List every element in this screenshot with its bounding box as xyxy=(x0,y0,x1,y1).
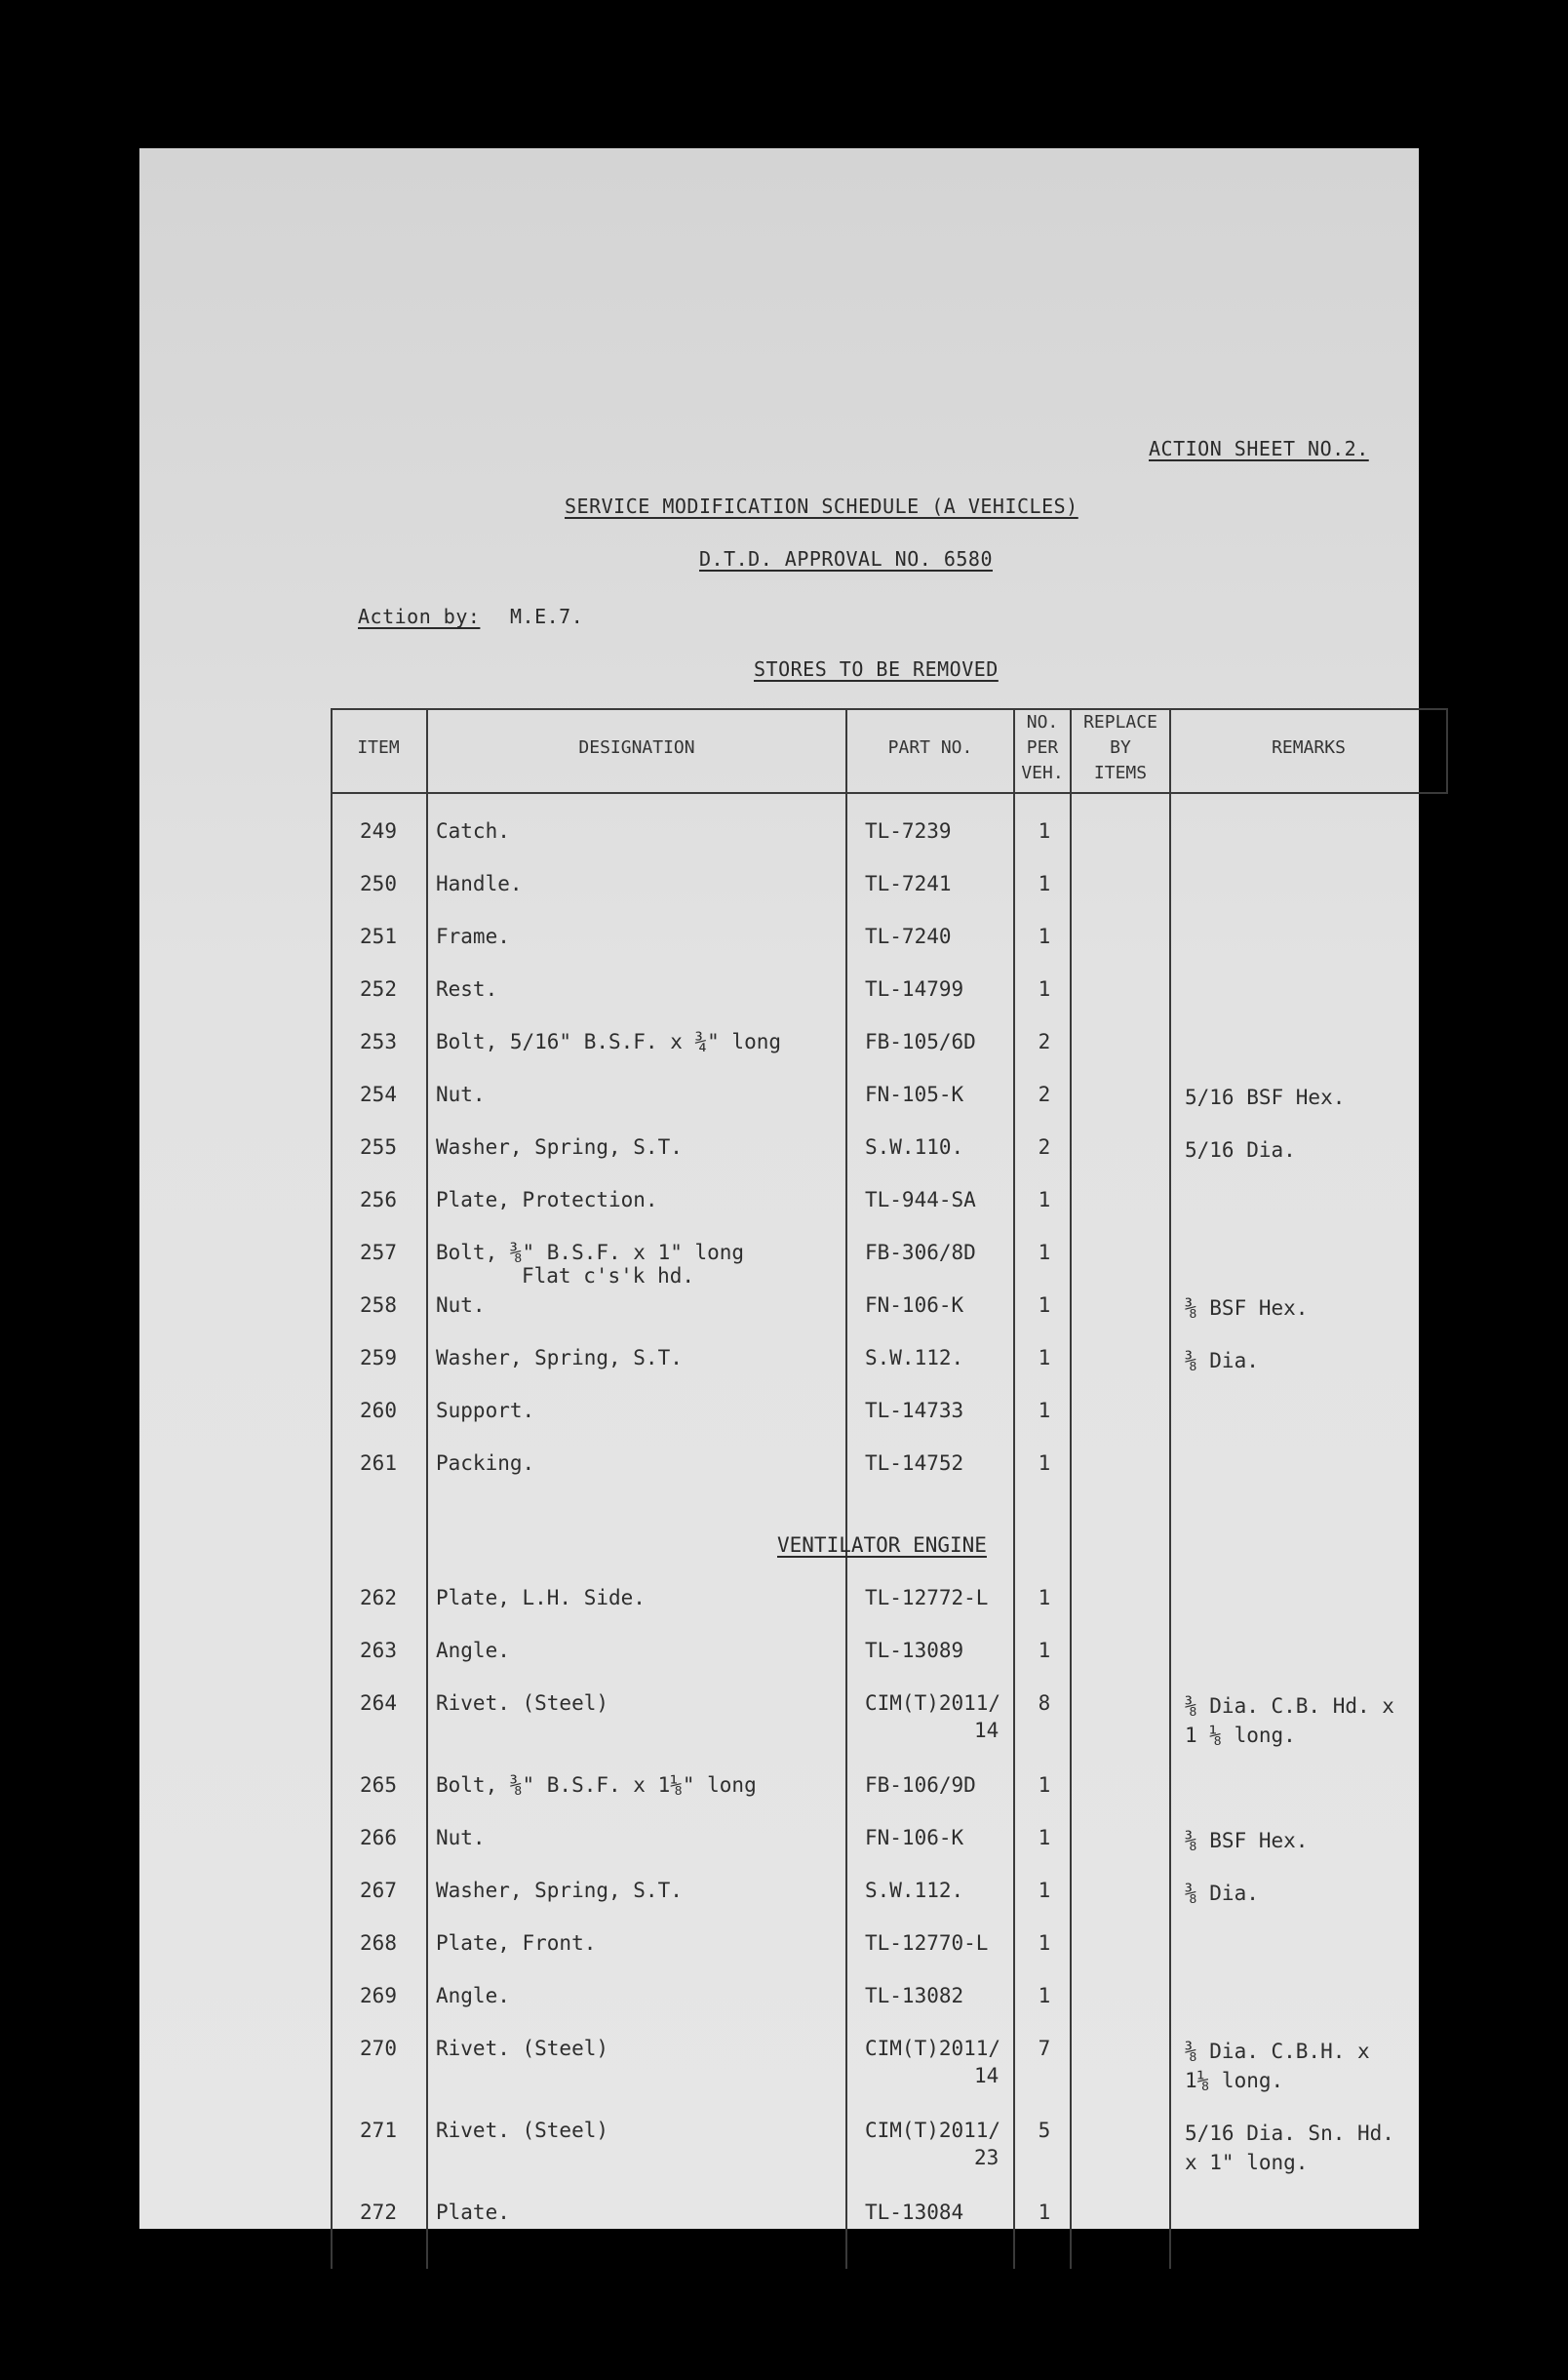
header-item: ITEM xyxy=(357,737,400,758)
row-qty-per-vehicle: 1 xyxy=(1038,977,1051,1001)
row-remarks: ⅜ BSF Hex. xyxy=(1185,1296,1309,1320)
row-qty-per-vehicle: 1 xyxy=(1038,1639,1051,1662)
row-designation: Nut. xyxy=(436,1083,486,1106)
row-qty-per-vehicle: 8 xyxy=(1038,1691,1051,1715)
row-designation: Angle. xyxy=(436,1639,510,1662)
approval-number: D.T.D. APPROVAL NO. 6580 xyxy=(699,547,993,571)
row-designation: Plate, Protection. xyxy=(436,1188,658,1211)
col-rule xyxy=(1446,708,1448,792)
row-part-no: FB-106/9D xyxy=(865,1773,976,1797)
row-qty-per-vehicle: 2 xyxy=(1038,1135,1051,1159)
row-qty-per-vehicle: 1 xyxy=(1038,1241,1051,1264)
row-designation: Plate, Front. xyxy=(436,1931,597,1955)
row-part-no: TL-13084 xyxy=(865,2201,964,2224)
row-item-number: 271 xyxy=(360,2119,397,2142)
row-part-no: CIM(T)2011/ xyxy=(865,1691,1001,1715)
row-qty-per-vehicle: 1 xyxy=(1038,1399,1051,1422)
row-remarks: ⅜ BSF Hex. xyxy=(1185,1829,1309,1852)
row-item-number: 256 xyxy=(360,1188,397,1211)
row-part-no: TL-7240 xyxy=(865,925,952,948)
row-part-no: FB-105/6D xyxy=(865,1030,976,1053)
row-qty-per-vehicle: 1 xyxy=(1038,925,1051,948)
row-part-no-continued: 23 xyxy=(974,2146,1000,2169)
row-designation: Rest. xyxy=(436,977,498,1001)
row-item-number: 265 xyxy=(360,1773,397,1797)
header-items: ITEMS xyxy=(1093,763,1148,783)
row-item-number: 263 xyxy=(360,1639,397,1662)
row-qty-per-vehicle: 1 xyxy=(1038,2201,1051,2224)
row-designation: Support. xyxy=(436,1399,535,1422)
section-heading: VENTILATOR ENGINE xyxy=(777,1533,987,1557)
row-part-no: TL-7241 xyxy=(865,872,952,895)
row-item-number: 268 xyxy=(360,1931,397,1955)
row-remarks: ⅜ Dia. C.B. Hd. x xyxy=(1185,1694,1394,1718)
header-per: PER xyxy=(1026,737,1059,758)
row-remarks: ⅜ Dia. xyxy=(1185,1882,1259,1905)
row-item-number: 267 xyxy=(360,1879,397,1902)
row-remarks-continued: 1 ⅛ long. xyxy=(1185,1724,1296,1747)
row-remarks-continued: x 1" long. xyxy=(1185,2151,1309,2174)
row-part-no: CIM(T)2011/ xyxy=(865,2037,1001,2060)
row-item-number: 272 xyxy=(360,2201,397,2224)
row-remarks: ⅜ Dia. C.B.H. x xyxy=(1185,2040,1370,2063)
row-item-number: 255 xyxy=(360,1135,397,1159)
row-designation: Rivet. (Steel) xyxy=(436,2037,609,2060)
row-part-no: TL-944-SA xyxy=(865,1188,976,1211)
row-part-no: TL-13089 xyxy=(865,1639,964,1662)
row-part-no: S.W.112. xyxy=(865,1346,964,1369)
row-designation-continued: Flat c's'k hd. xyxy=(522,1264,695,1288)
row-item-number: 259 xyxy=(360,1346,397,1369)
row-remarks: 5/16 BSF Hex. xyxy=(1185,1086,1346,1109)
header-designation: DESIGNATION xyxy=(578,737,695,758)
table-top-rule xyxy=(331,708,1448,710)
stores-heading: STORES TO BE REMOVED xyxy=(754,657,999,681)
row-part-no: FB-306/8D xyxy=(865,1241,976,1264)
row-part-no: TL-12772-L xyxy=(865,1586,989,1609)
row-remarks: ⅜ Dia. xyxy=(1185,1349,1259,1372)
row-qty-per-vehicle: 5 xyxy=(1038,2119,1051,2142)
header-bottom-rule xyxy=(331,792,1448,794)
row-part-no-continued: 14 xyxy=(974,2064,1000,2087)
row-designation: Washer, Spring, S.T. xyxy=(436,1879,683,1902)
row-designation: Packing. xyxy=(436,1451,535,1475)
row-part-no: TL-13082 xyxy=(865,1984,964,2007)
row-qty-per-vehicle: 2 xyxy=(1038,1083,1051,1106)
row-part-no: CIM(T)2011/ xyxy=(865,2119,1001,2142)
row-item-number: 257 xyxy=(360,1241,397,1264)
row-qty-per-vehicle: 7 xyxy=(1038,2037,1051,2060)
row-designation: Plate, L.H. Side. xyxy=(436,1586,646,1609)
row-item-number: 249 xyxy=(360,819,397,843)
header-veh: VEH. xyxy=(1021,763,1064,783)
row-designation: Nut. xyxy=(436,1293,486,1317)
row-qty-per-vehicle: 2 xyxy=(1038,1030,1051,1053)
header-replace: REPLACE xyxy=(1083,712,1157,733)
document-page xyxy=(139,148,1419,2229)
header-remarks: REMARKS xyxy=(1272,737,1346,758)
row-remarks: 5/16 Dia. Sn. Hd. xyxy=(1185,2122,1394,2145)
row-part-no-continued: 14 xyxy=(974,1719,1000,1742)
row-item-number: 250 xyxy=(360,872,397,895)
row-item-number: 266 xyxy=(360,1826,397,1849)
row-qty-per-vehicle: 1 xyxy=(1038,1188,1051,1211)
row-designation: Washer, Spring, S.T. xyxy=(436,1346,683,1369)
row-remarks: 5/16 Dia. xyxy=(1185,1138,1296,1162)
row-designation: Rivet. (Steel) xyxy=(436,2119,609,2142)
row-qty-per-vehicle: 1 xyxy=(1038,1879,1051,1902)
stores-table xyxy=(331,708,1448,2269)
row-designation: Rivet. (Steel) xyxy=(436,1691,609,1715)
row-designation: Bolt, ⅜" B.S.F. x 1⅛" long xyxy=(436,1773,757,1797)
row-part-no: TL-14733 xyxy=(865,1399,964,1422)
row-qty-per-vehicle: 1 xyxy=(1038,1984,1051,2007)
row-item-number: 261 xyxy=(360,1451,397,1475)
row-qty-per-vehicle: 1 xyxy=(1038,819,1051,843)
schedule-title: SERVICE MODIFICATION SCHEDULE (A VEHICLES) xyxy=(565,495,1078,518)
row-item-number: 254 xyxy=(360,1083,397,1106)
header-no: NO. xyxy=(1026,712,1059,733)
row-qty-per-vehicle: 1 xyxy=(1038,1451,1051,1475)
row-designation: Bolt, ⅜" B.S.F. x 1" long xyxy=(436,1241,745,1264)
row-item-number: 262 xyxy=(360,1586,397,1609)
col-rule xyxy=(1013,708,1015,2269)
row-part-no: FN-105-K xyxy=(865,1083,964,1106)
row-designation: Washer, Spring, S.T. xyxy=(436,1135,683,1159)
row-qty-per-vehicle: 1 xyxy=(1038,872,1051,895)
action-sheet-number: ACTION SHEET NO.2. xyxy=(1149,437,1369,460)
row-part-no: TL-12770-L xyxy=(865,1931,989,1955)
row-item-number: 251 xyxy=(360,925,397,948)
header-part-no: PART NO. xyxy=(887,737,973,758)
row-designation: Nut. xyxy=(436,1826,486,1849)
row-designation: Handle. xyxy=(436,872,523,895)
col-rule xyxy=(1070,708,1072,2269)
row-qty-per-vehicle: 1 xyxy=(1038,1773,1051,1797)
row-designation: Angle. xyxy=(436,1984,510,2007)
row-designation: Bolt, 5/16" B.S.F. x ¾" long xyxy=(436,1030,782,1053)
row-designation: Frame. xyxy=(436,925,510,948)
row-part-no: FN-106-K xyxy=(865,1826,964,1849)
row-qty-per-vehicle: 1 xyxy=(1038,1346,1051,1369)
row-item-number: 270 xyxy=(360,2037,397,2060)
row-remarks-continued: 1⅛ long. xyxy=(1185,2069,1284,2092)
row-qty-per-vehicle: 1 xyxy=(1038,1826,1051,1849)
action-by-value: M.E.7. xyxy=(510,605,584,628)
col-rule xyxy=(426,708,428,2269)
row-part-no: FN-106-K xyxy=(865,1293,964,1317)
row-item-number: 258 xyxy=(360,1293,397,1317)
row-item-number: 253 xyxy=(360,1030,397,1053)
row-designation: Catch. xyxy=(436,819,510,843)
col-rule xyxy=(1169,708,1171,2269)
row-qty-per-vehicle: 1 xyxy=(1038,1293,1051,1317)
row-item-number: 252 xyxy=(360,977,397,1001)
row-part-no: S.W.112. xyxy=(865,1879,964,1902)
punch-hole xyxy=(1438,404,1473,437)
row-designation: Plate. xyxy=(436,2201,510,2224)
header-by: BY xyxy=(1110,737,1131,758)
row-part-no: TL-7239 xyxy=(865,819,952,843)
action-by-label: Action by: xyxy=(358,605,481,628)
row-item-number: 264 xyxy=(360,1691,397,1715)
row-part-no: S.W.110. xyxy=(865,1135,964,1159)
row-part-no: TL-14752 xyxy=(865,1451,964,1475)
row-item-number: 269 xyxy=(360,1984,397,2007)
row-item-number: 260 xyxy=(360,1399,397,1422)
col-rule xyxy=(845,708,847,2269)
row-qty-per-vehicle: 1 xyxy=(1038,1586,1051,1609)
row-qty-per-vehicle: 1 xyxy=(1038,1931,1051,1955)
row-part-no: TL-14799 xyxy=(865,977,964,1001)
